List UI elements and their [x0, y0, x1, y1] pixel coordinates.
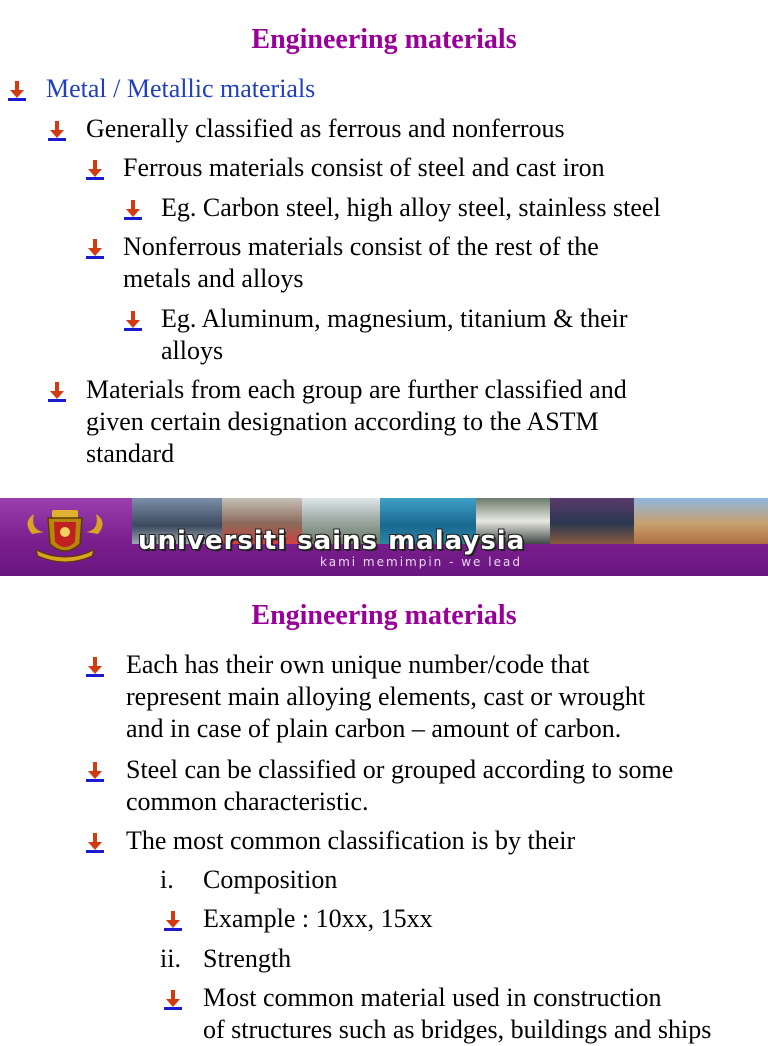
list-item-composition: Composition [203, 865, 338, 894]
slide-2-title: Engineering materials [251, 600, 517, 631]
down-arrow-bullet-icon [48, 381, 66, 403]
bullet-ferrous: Ferrous materials consist of steel and cast iron [123, 153, 605, 182]
bullet-astm-line3: standard [86, 439, 175, 468]
bullet-nonferrous-examples-line1: Eg. Aluminum, magnesium, titanium & their [161, 304, 628, 333]
university-banner [0, 498, 768, 576]
bullet-steel-grouped-line1: Steel can be classified or grouped according to some [126, 755, 674, 784]
down-arrow-bullet-icon [124, 310, 142, 332]
down-arrow-bullet-icon [124, 199, 142, 221]
bullet-nonferrous-line1: Nonferrous materials consist of the rest of the [123, 232, 599, 261]
list-item-strength: Strength [203, 944, 292, 973]
bullet-construction-line2: of structures such as bridges, buildings and ships [203, 1015, 712, 1044]
bullet-astm-line1: Materials from each group are further classified and [86, 375, 627, 404]
bullet-classified: Generally classified as ferrous and nonferrous [86, 114, 565, 143]
list-marker-i: i. [160, 865, 174, 894]
bullet-unique-code-line2: represent main alloying elements, cast or wrought [126, 682, 646, 711]
bullet-astm-line2: given certain designation according to the ASTM [86, 407, 599, 436]
slide-1 [0, 0, 768, 498]
down-arrow-bullet-icon [164, 910, 182, 932]
bullet-astm [86, 374, 627, 470]
bullet-unique-code [126, 649, 645, 745]
university-name: universiti sains malaysia [138, 526, 526, 556]
slide-2 [0, 576, 768, 1044]
bullet-ferrous-examples: Eg. Carbon steel, high alloy steel, stainless steel [161, 193, 661, 222]
slide-1-title: Engineering materials [251, 24, 517, 55]
down-arrow-bullet-icon [86, 238, 104, 260]
bullet-nonferrous-examples [161, 303, 628, 367]
down-arrow-bullet-icon [86, 761, 104, 783]
bullet-construction [203, 982, 711, 1046]
bullet-nonferrous-line2: metals and alloys [123, 264, 304, 293]
university-tagline: kami memimpin - we lead [320, 555, 522, 569]
down-arrow-bullet-icon [8, 80, 26, 102]
down-arrow-bullet-icon [48, 120, 66, 142]
bullet-nonferrous-examples-line2: alloys [161, 336, 224, 365]
bullet-composition-example: Example : 10xx, 15xx [203, 904, 433, 933]
down-arrow-bullet-icon [86, 159, 104, 181]
bullet-steel-grouped-line2: common characteristic. [126, 787, 369, 816]
down-arrow-bullet-icon [86, 656, 104, 678]
bullet-construction-line1: Most common material used in construction [203, 983, 662, 1012]
bullet-unique-code-line1: Each has their own unique number/code that [126, 650, 590, 679]
bullet-common-classification: The most common classification is by their [126, 826, 576, 855]
bullet-unique-code-line3: and in case of plain carbon – amount of carbon. [126, 714, 622, 743]
down-arrow-bullet-icon [86, 832, 104, 854]
bullet-nonferrous [123, 231, 599, 295]
list-marker-ii: ii. [160, 944, 181, 973]
bullet-steel-grouped [126, 754, 673, 818]
university-crest-icon [22, 504, 108, 566]
down-arrow-bullet-icon [164, 989, 182, 1011]
bullet-metal-materials: Metal / Metallic materials [46, 74, 316, 103]
